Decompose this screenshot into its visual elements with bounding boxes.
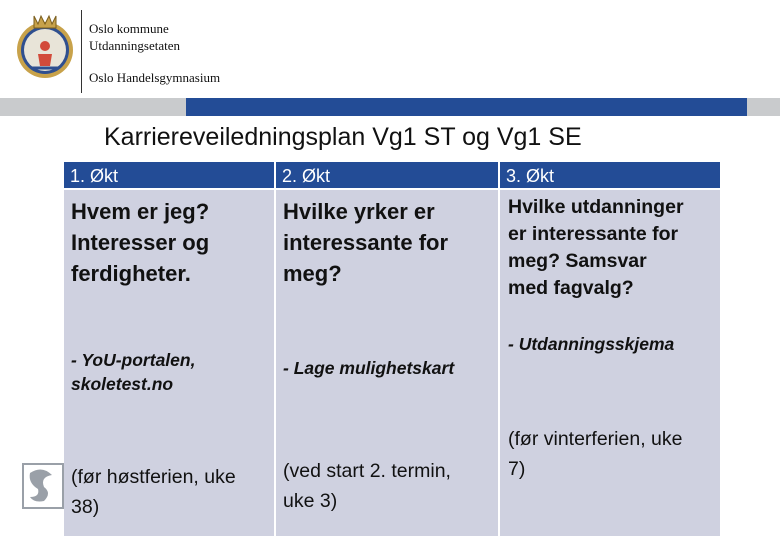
timing-1: (før høstferien, uke 38) (71, 466, 236, 518)
activity-1: - YoU-portalen, skoletest.no (71, 350, 196, 394)
column-header-1: 1. Økt (64, 162, 274, 188)
page-title: Karriereveiledningsplan Vg1 ST og Vg1 SE (104, 123, 582, 151)
column-header-2: 2. Økt (276, 162, 498, 188)
question-2: Hvilke yrker er interessante for meg? (283, 199, 449, 286)
question-3: Hvilke utdanninger er interessante for meg? Samsvar med fagvalg? (508, 196, 684, 299)
timing-3: (før vinterferien, uke 7) (508, 428, 683, 480)
column-cell-1 (64, 190, 274, 536)
org-name: Oslo kommune (89, 21, 169, 36)
activity-2: - Lage mulighetskart (283, 358, 455, 378)
oslo-coat-of-arms-logo (14, 10, 76, 80)
plan-table (64, 162, 720, 536)
column-cell-2 (276, 190, 498, 536)
header-divider (81, 10, 82, 93)
column-header-3: 3. Økt (500, 162, 720, 188)
question-1: Hvem er jeg? Interesser og ferdigheter. (71, 199, 210, 286)
department-name: Utdanningsetaten (89, 38, 180, 53)
timing-2: (ved start 2. termin, uke 3) (283, 460, 451, 512)
side-emblem-icon (22, 463, 64, 509)
header-band-blue (186, 98, 747, 116)
school-name: Oslo Handelsgymnasium (89, 70, 221, 85)
activity-3: - Utdanningsskjema (508, 334, 675, 354)
column-cell-3 (500, 190, 720, 536)
